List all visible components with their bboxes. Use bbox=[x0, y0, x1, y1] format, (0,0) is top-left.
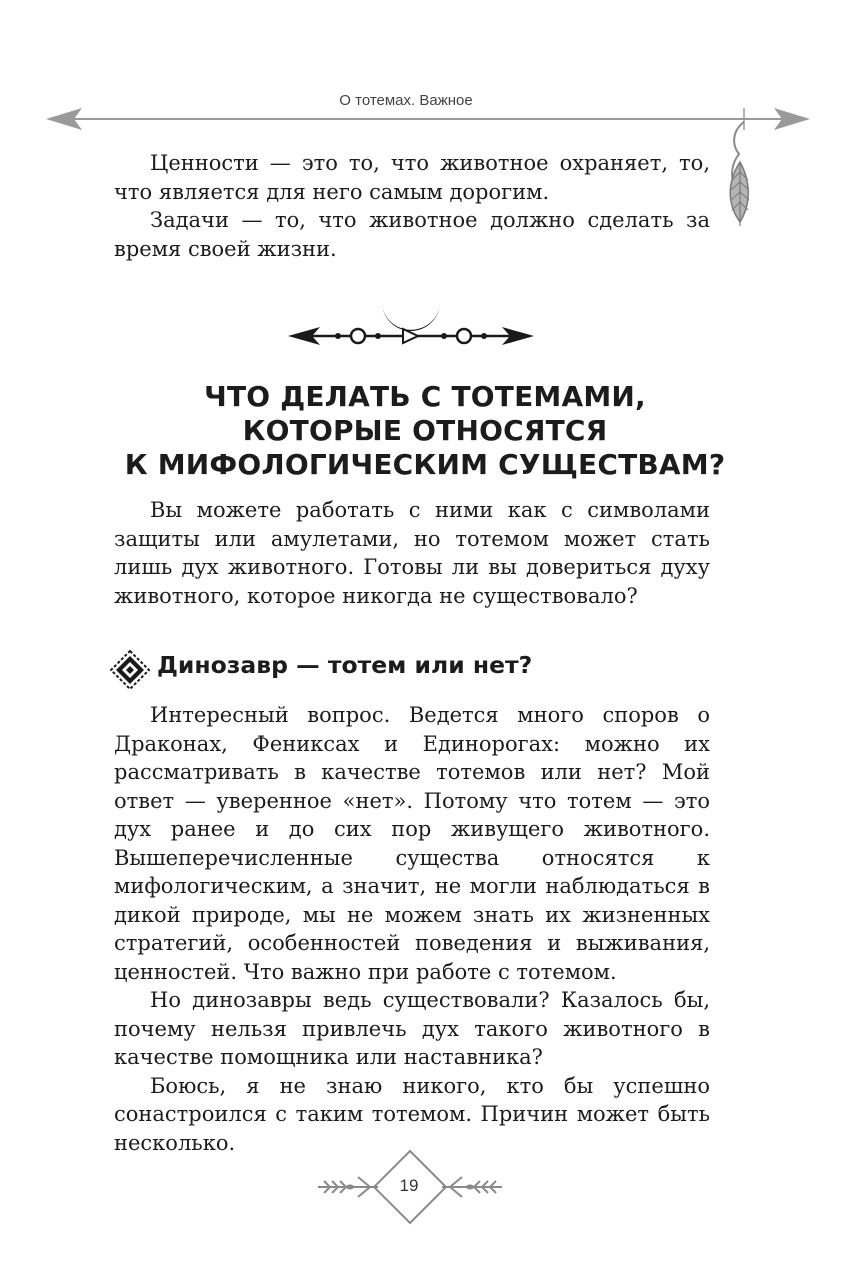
section-heading-line: К МИФОЛОГИЧЕСКИМ СУЩЕСТВАМ? bbox=[124, 448, 726, 481]
page-number: 19 bbox=[399, 1176, 419, 1195]
feather-icon bbox=[730, 122, 749, 226]
section-paragraph: Вы можете работать с ними как с символами защиты или амулетами, но тотемом может стать лишь дух животного. Готовы ли вы довериться духу животного, которое никогда не существовало? bbox=[114, 498, 710, 608]
section-text bbox=[114, 496, 710, 610]
running-header: О тотемах. Важное bbox=[339, 92, 473, 109]
moon-arrow-ornament bbox=[286, 296, 536, 366]
subsection-paragraph: Но динозавры ведь существовали? Казалось бы, почему нельзя привлечь дух такого животного в качестве помощника или наставника? bbox=[114, 988, 710, 1069]
subsection-paragraph: Боюсь, я не знаю никого, кто бы успешно сонастроился с таким тотемом. Причин может быть несколько. bbox=[114, 1073, 710, 1155]
diamond-ornament-icon bbox=[110, 650, 150, 690]
section-heading-line: ЧТО ДЕЛАТЬ С ТОТЕМАМИ, bbox=[204, 380, 646, 413]
intro-paragraph-tasks: Задачи — то, что животное должно сделать за время своей жизни. bbox=[114, 208, 710, 261]
section-heading-line: КОТОРЫЕ ОТНОСЯТСЯ bbox=[242, 414, 608, 447]
section-heading bbox=[110, 380, 740, 482]
subsection-paragraph: Интересный вопрос. Ведется много споров о Драконах, Фениксах и Единорогах: можно их рассматривать в качестве тотемов или нет? Мой ответ — уверенное «нет». Потому что тотем — это дух ранее и до сих пор живущего животного. Вышеперечисленные существа относятся к мифологическим, а значит, не могли наблюдаться в дикой природе, мы не можем знать их жизненных стратегий, особенностей поведения и выживания, ценностей. Что важно при работе с тотемом. bbox=[114, 703, 710, 984]
intro-paragraph-values: Ценности — это то, что животное охраняет, то, что является для него самым дорогим. bbox=[114, 151, 710, 204]
subsection-heading: Динозавр — тотем или нет? bbox=[157, 651, 533, 679]
intro-text bbox=[114, 149, 710, 263]
subsection-text bbox=[114, 701, 710, 1157]
crescent-moon-icon bbox=[382, 302, 440, 331]
